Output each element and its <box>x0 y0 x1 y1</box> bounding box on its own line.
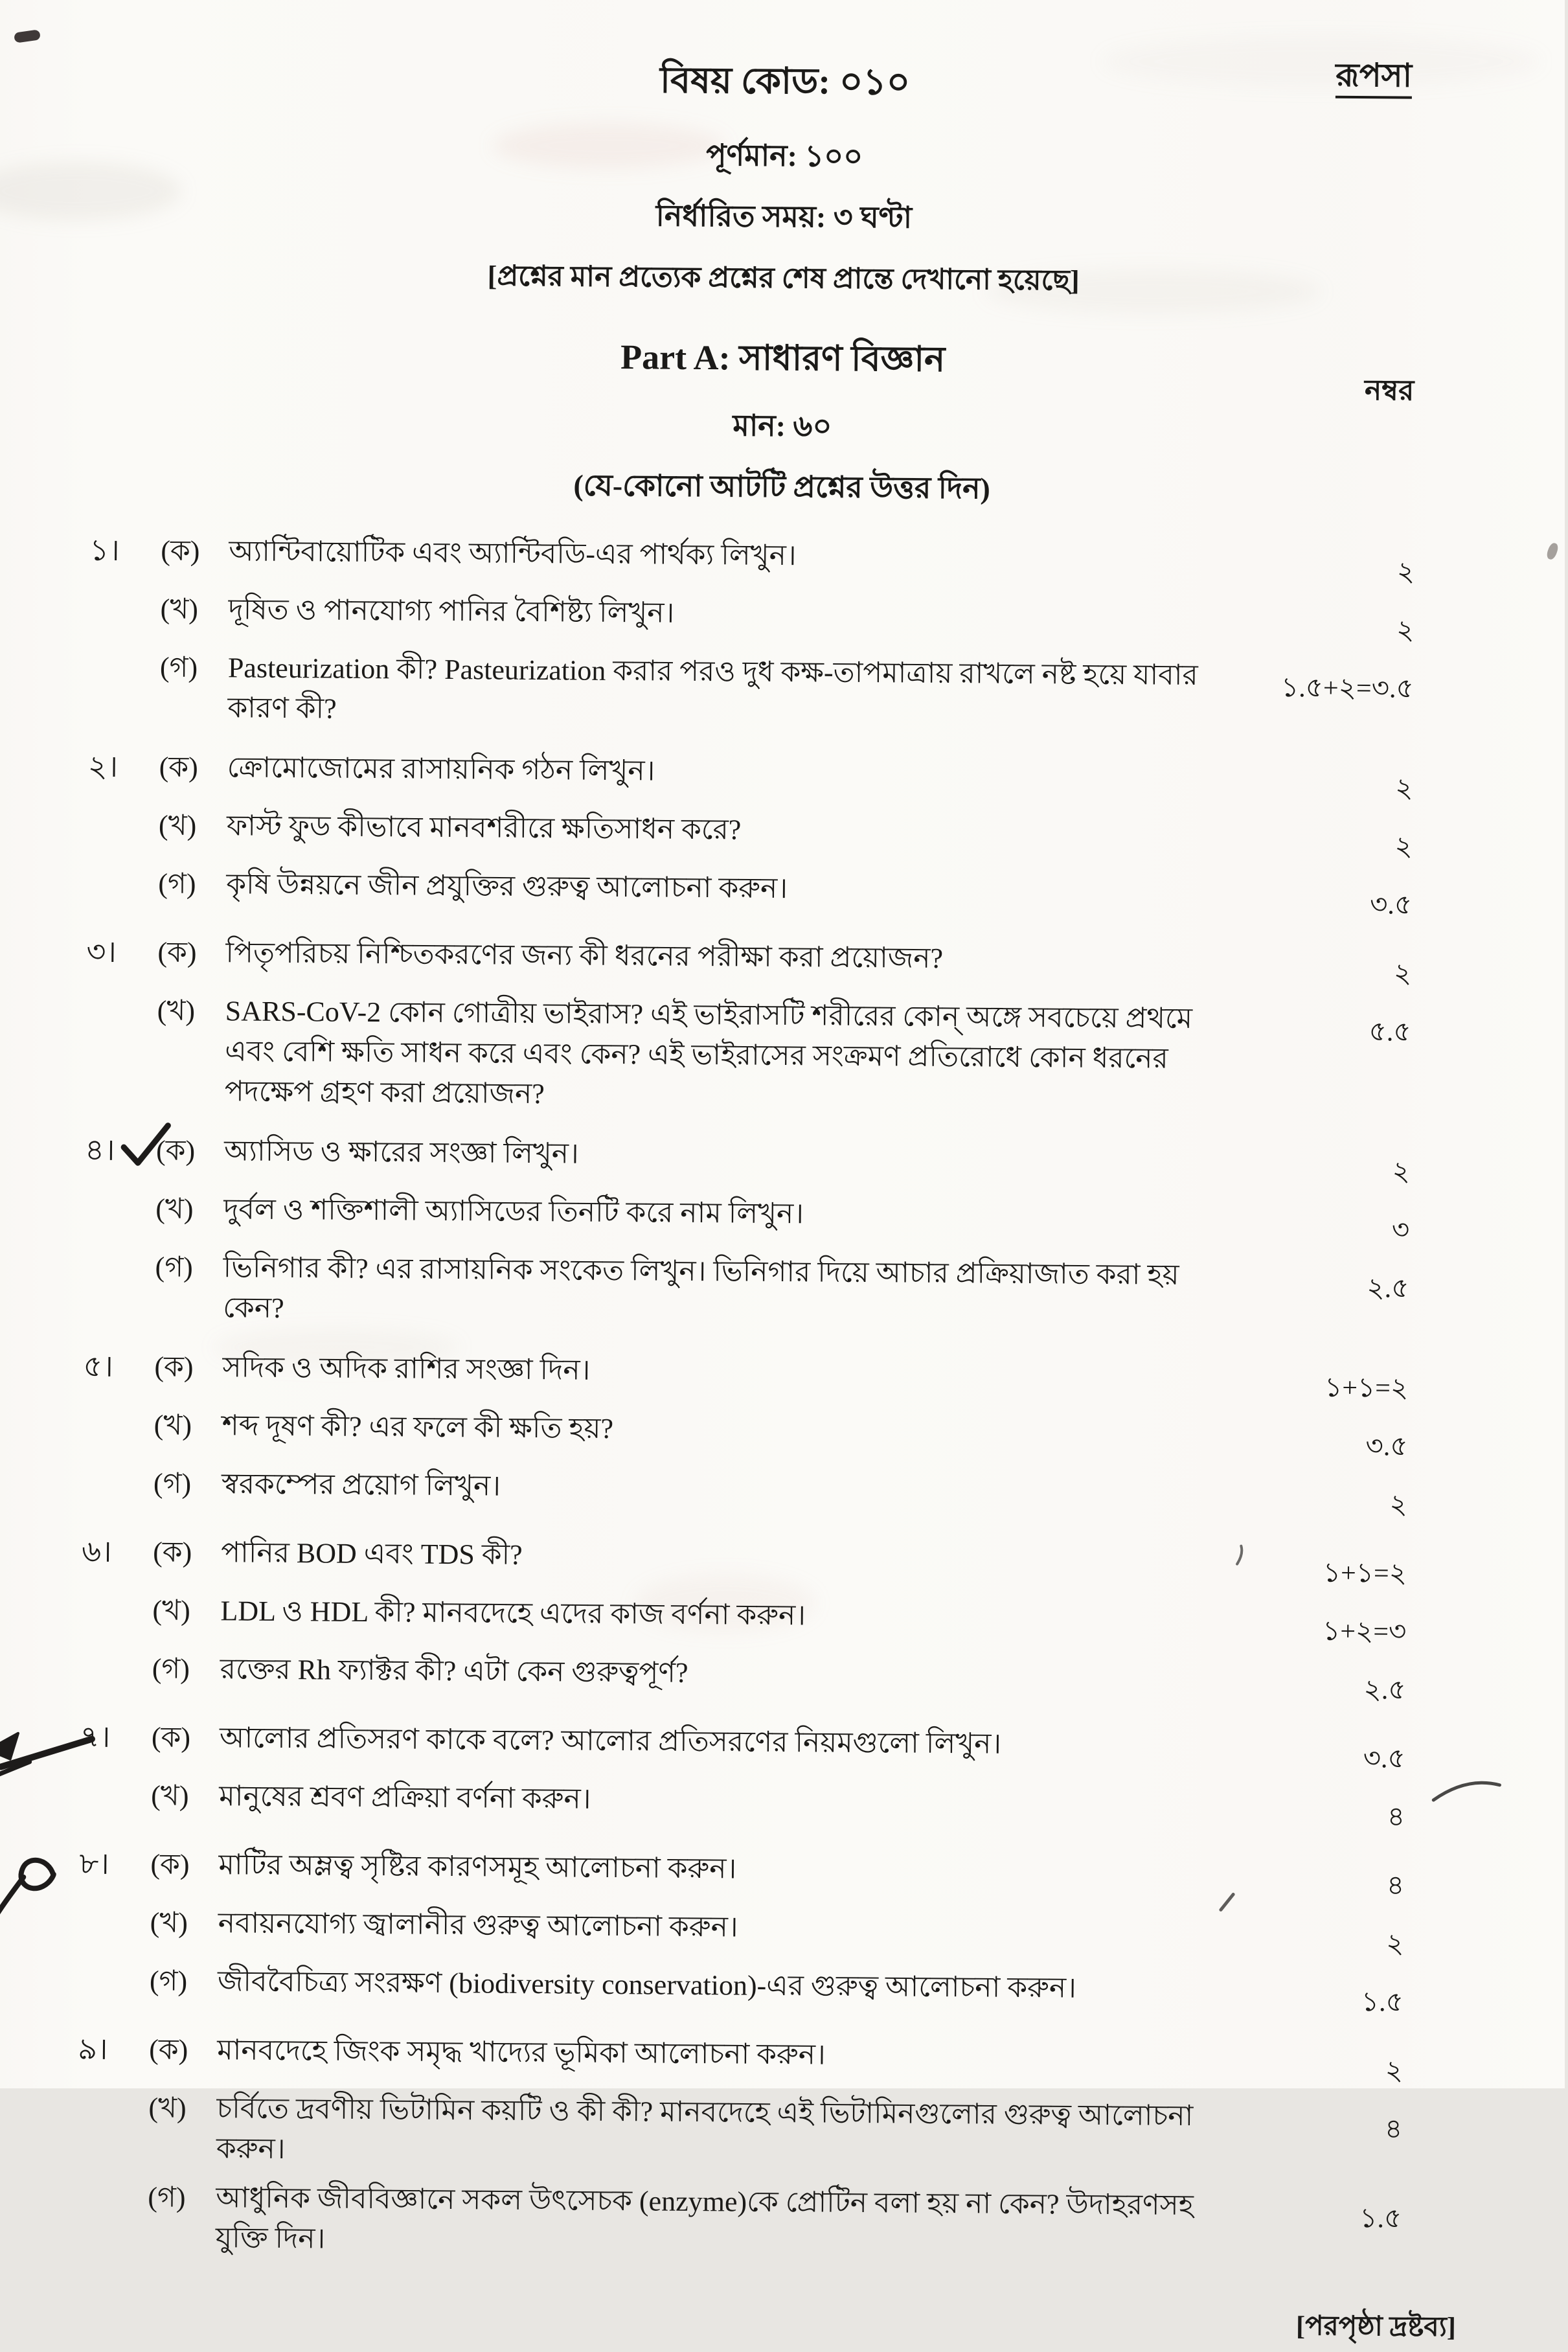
part-label: (গ) <box>148 2181 186 2213</box>
marks-value: ২.৫ <box>1367 1273 1409 1304</box>
question-text: সদিক ও অদিক রাশির সংজ্ঞা দিন। <box>222 1351 591 1386</box>
marks-value: ১+১=২ <box>1323 1558 1407 1589</box>
subject-code-line: বিষয় কোড: ০১০ <box>659 60 911 103</box>
question-row <box>76 2177 1402 2268</box>
question-row <box>85 990 1411 1121</box>
time-allowed-line: নির্ধারিত সময়: ৩ ঘণ্টা <box>655 199 913 234</box>
question-text: মানুষের শ্রবণ প্রক্রিয়া বর্ণনা করুন। <box>219 1780 591 1815</box>
part-label: (ক) <box>153 1536 192 1568</box>
question-number: ৭। <box>80 1720 111 1753</box>
question-number: ৩। <box>86 935 117 968</box>
part-label: (গ) <box>153 1467 192 1500</box>
question-row <box>87 805 1413 865</box>
marks-value: ২.৫ <box>1363 1675 1406 1706</box>
marks-value: ১.৫+২=৩.৫ <box>1280 673 1414 704</box>
question-row <box>84 1247 1409 1338</box>
part-label: (গ) <box>155 1251 194 1283</box>
marks-value: ২ <box>1392 1157 1411 1187</box>
part-marks-line: মান: ৬০ <box>733 409 832 443</box>
part-label: (খ) <box>157 994 196 1027</box>
question-text: দূষিত ও পানযোগ্য পানির বৈশিষ্ট্য লিখুন। <box>228 593 675 629</box>
question-number: ৫। <box>83 1349 113 1383</box>
question-text: রক্তের Rh ফ্যাক্টর কী? এটা কেন গুরুত্বপূর্ণ? <box>220 1653 688 1689</box>
marks-value: ২ <box>1393 959 1412 989</box>
part-label: (ক) <box>151 1721 191 1753</box>
question-text: অ্যান্টিবায়োটিক এবং অ্যান্টিবডি-এর পার্থক্য লিখুন। <box>229 535 797 572</box>
part-label: (গ) <box>152 1652 190 1685</box>
question-text: Pasteurization কী? Pasteurization করার পরও দুধ কক্ষ-তাপমাত্রায় রাখলে নষ্ট হয়ে যাবার কারণ কী? <box>227 652 1198 725</box>
marks-value: ১+১=২ <box>1324 1373 1409 1404</box>
part-label: (গ) <box>149 1965 188 1997</box>
part-label: (খ) <box>150 1906 188 1939</box>
question-text: আধুনিক জীববিজ্ঞানে সকল উৎসেচক (enzyme)কে প্রোটিন বলা হয় না কেন? উদাহরণসহ যুক্তি দিন। <box>215 2182 1194 2255</box>
question-text: পিতৃপরিচয় নিশ্চিতকরণের জন্য কী ধরনের পরীক্ষা করা প্রয়োজন? <box>225 937 944 974</box>
part-label: (খ) <box>158 809 197 841</box>
instruction-line: (যে-কোনো আটটি প্রশ্নের উত্তর দিন) <box>573 468 991 505</box>
full-marks-line: পূর্ণমান: ১০০ <box>706 139 863 173</box>
question-row <box>78 1902 1404 1962</box>
marks-value: ২ <box>1385 2056 1403 2086</box>
part-label: (ক) <box>155 1134 196 1167</box>
question-row <box>84 1189 1410 1248</box>
question-number: ৪। <box>84 1133 115 1167</box>
question-row <box>85 1130 1411 1190</box>
marks-value: ৪ <box>1387 1802 1405 1833</box>
question-text: ফাস্ট ফুড কীভাবে মানবশরীরে ক্ষতিসাধন করে? <box>226 810 742 846</box>
part-label: (ক) <box>159 751 199 783</box>
question-number: ৯। <box>77 2032 108 2066</box>
marks-value: ২ <box>1396 615 1415 646</box>
marks-value: ৪ <box>1384 2114 1403 2145</box>
question-row <box>79 1844 1405 1904</box>
handwritten-margin-scribble <box>0 1852 68 1930</box>
question-text: ভিনিগার কী? এর রাসায়নিক সংকেত লিখুন। ভিনিগার দিয়ে আচার প্রক্রিয়াজাত করা হয় কেন? <box>222 1251 1179 1324</box>
marks-value: ৪ <box>1386 1871 1405 1901</box>
question-text: চর্বিতে দ্রবণীয় ভিটামিন কয়টি ও কী কী? মানবদেহে এই ভিটামিনগুলোর গুরুত্ব আলোচনা করুন। <box>216 2092 1194 2165</box>
marks-value: ২ <box>1395 773 1413 804</box>
marks-value: ৫.৫ <box>1369 1017 1411 1047</box>
marks-value: ১+২=৩ <box>1322 1616 1407 1647</box>
examinee-name-label: রূপসা <box>1335 58 1412 99</box>
pen-stray-mark <box>1431 1775 1502 1805</box>
question-text: শব্দ দূষণ কী? এর ফলে কী ক্ষতি হয়? <box>222 1410 614 1444</box>
question-text: আলোর প্রতিসরণ কাকে বলে? আলোর প্রতিসরণের নিয়মগুলো লিখুন। <box>219 1722 1002 1760</box>
part-label: (খ) <box>148 2092 187 2124</box>
marks-column-header: নম্বর <box>1364 374 1415 407</box>
question-number: ৬। <box>82 1535 112 1568</box>
question-text: মানবদেহে জিংক সমৃদ্ধ খাদ্যের ভূমিকা আলোচনা করুন। <box>216 2034 826 2071</box>
part-label: (খ) <box>153 1409 192 1441</box>
question-row <box>83 1347 1409 1406</box>
question-text: পানির BOD এবং TDS কী? <box>221 1536 523 1571</box>
part-title-en: Part A: <box>620 337 731 378</box>
part-label: (খ) <box>151 1779 189 1812</box>
question-text: ক্রোমোজোমের রাসায়নিক গঠন লিখুন। <box>227 751 655 787</box>
question-text: LDL ও HDL কী? মানবদেহে এদের কাজ বর্ণনা করুন। <box>220 1595 806 1632</box>
question-row <box>78 2029 1403 2089</box>
question-text: কৃষি উন্নয়নে জীন প্রযুক্তির গুরুত্ব আলোচনা করুন। <box>226 868 788 905</box>
part-label: (ক) <box>154 1351 194 1383</box>
question-list <box>0 508 1564 2269</box>
part-label: (ক) <box>157 936 197 968</box>
paper-footer <box>0 2294 1550 2352</box>
part-label: (ক) <box>150 1848 190 1880</box>
marks-value: ২ <box>1386 1929 1404 1959</box>
marks-value: ২ <box>1396 557 1415 588</box>
part-label: (খ) <box>155 1193 194 1225</box>
question-row <box>82 1463 1408 1523</box>
part-title <box>0 325 1565 396</box>
question-row <box>81 1590 1407 1650</box>
question-row <box>77 2088 1403 2178</box>
question-row <box>82 1405 1408 1465</box>
question-text: দুর্বল ও শক্তিশালী অ্যাসিডের তিনটি করে নাম লিখুন। <box>223 1193 804 1230</box>
marks-value: ৩.৫ <box>1365 1432 1408 1462</box>
question-number: ৮। <box>79 1847 109 1880</box>
part-label: (ক) <box>148 2033 188 2066</box>
question-row <box>89 589 1415 648</box>
question-row <box>88 647 1414 738</box>
question-row <box>87 747 1413 806</box>
part-label: (ক) <box>161 534 200 567</box>
question-number: ২। <box>87 749 119 783</box>
part-title-bn: সাধারণ বিজ্ঞান <box>738 338 946 379</box>
question-row <box>89 531 1415 590</box>
question-row <box>80 1775 1405 1835</box>
question-text: স্বরকম্পের প্রয়োগ লিখুন। <box>221 1468 501 1502</box>
question-row <box>82 1532 1407 1592</box>
part-label: (খ) <box>160 593 199 625</box>
question-text: SARS-CoV-2 কোন গোত্রীয় ভাইরাস? এই ভাইরাসটি শরীরের কোন্ অঙ্গে সবচেয়ে প্রথমে এবং বেশি ক্ষতি সাধন করে এবং কেন? এই ভাইরাসের সংক্রমণ প্রতিরোধে কোন ধরনের পদক্ষেপ গ্রহণ করা প্রয়োজন? <box>224 995 1193 1110</box>
marks-value: ৩ <box>1391 1215 1410 1246</box>
marks-value: ৩.৫ <box>1363 1744 1405 1774</box>
question-row <box>80 1717 1406 1777</box>
part-label: (গ) <box>159 651 198 683</box>
marks-note-line: [প্রশ্নের মান প্রত্যেক প্রশ্নের শেষ প্রান্তে দেখানো হয়েছে] <box>487 260 1080 297</box>
marks-value: ১.৫ <box>1359 2204 1402 2234</box>
marks-value: ২ <box>1389 1490 1408 1520</box>
question-row <box>87 863 1413 923</box>
marks-value: ২ <box>1394 832 1413 862</box>
question-number: ১। <box>89 533 120 567</box>
question-text: অ্যাসিড ও ক্ষারের সংজ্ঞা লিখুন। <box>223 1135 579 1170</box>
marks-value: ৩.৫ <box>1369 890 1413 920</box>
paper-header <box>0 0 1568 519</box>
part-label: (গ) <box>158 867 196 900</box>
question-row <box>78 1961 1404 2020</box>
question-text: জীববৈচিত্র্য সংরক্ষণ (biodiversity conservation)-এর গুরুত্ব আলোচনা করুন। <box>217 1965 1077 2004</box>
question-row <box>86 932 1412 992</box>
question-text: নবায়নযোগ্য জ্বালানীর গুরুত্ব আলোচনা করুন। <box>218 1907 738 1943</box>
question-text: মাটির অম্লত্ব সৃষ্টির কারণসমূহ আলোচনা করুন। <box>218 1849 737 1885</box>
part-label: (খ) <box>152 1594 190 1627</box>
next-page-note: [পরপৃষ্ঠা দ্রষ্টব্য] <box>1295 2311 1457 2343</box>
question-row <box>80 1649 1406 1708</box>
marks-value: ১.৫ <box>1361 1987 1403 2018</box>
